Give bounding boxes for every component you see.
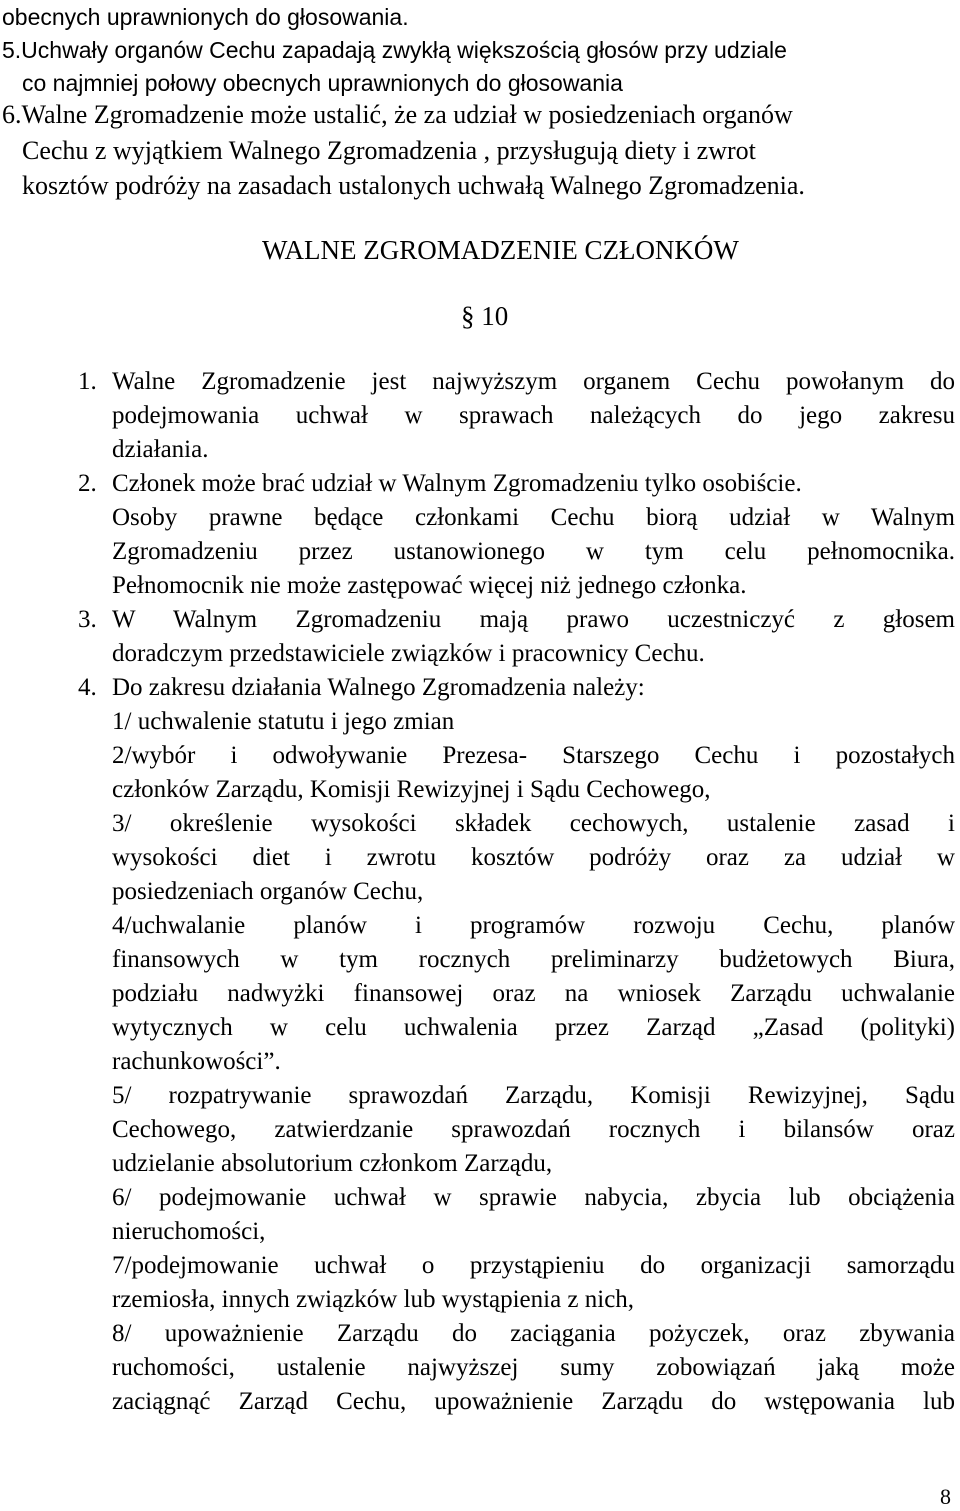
text-line: 2/wybór i odwoływanie Prezesa- Starszego Cechu i pozostałych — [112, 742, 955, 769]
text-line: Osoby prawne będące członkami Cechu biorą udział w Walnym — [112, 504, 955, 531]
text-line: Cechu z wyjątkiem Walnego Zgromadzenia , przysługują diety i zwrot — [22, 136, 756, 165]
text-line: W Walnym Zgromadzeniu mają prawo uczestniczyć z głosem — [112, 606, 955, 633]
text-line: ruchomości, ustalenie najwyższej sumy zobowiązań jaką może — [112, 1354, 955, 1381]
text-line: zaciągnąć Zarząd Cechu, upoważnienie Zarządu do wstępowania lub — [112, 1388, 955, 1415]
text-line: Cechowego, zatwierdzanie sprawozdań rocznych i bilansów oraz — [112, 1116, 955, 1143]
text-line: działania. — [112, 436, 209, 463]
item-number: 2. — [78, 470, 97, 497]
text-line: 8/ upoważnienie Zarządu do zaciągania pożyczek, oraz zbywania — [112, 1320, 955, 1347]
text-line: posiedzeniach organów Cechu, — [112, 878, 424, 905]
text-line: finansowych w tym rocznych preliminarzy budżetowych Biura, — [112, 946, 955, 973]
text-line: rzemiosła, innych związków lub wystąpienia z nich, — [112, 1286, 635, 1313]
item-number: 4. — [78, 674, 97, 701]
text-line: udzielanie absolutorium członkom Zarządu, — [112, 1150, 553, 1177]
item-number: 3. — [78, 606, 97, 633]
text-line: obecnych uprawnionych do głosowania. — [2, 4, 409, 30]
text-line: 6.Walne Zgromadzenie może ustalić, że za udział w posiedzeniach organów — [2, 100, 793, 129]
text-line: podejmowania uchwał w sprawach należących do jego zakresu — [112, 402, 955, 429]
text-line: Do zakresu działania Walnego Zgromadzenia należy: — [112, 674, 645, 701]
text-line: Pełnomocnik nie może zastępować więcej niż jednego członka. — [112, 572, 747, 599]
text-line: wytycznych w celu uchwalenia przez Zarząd „Zasad (polityki) — [112, 1014, 955, 1041]
text-line: 3/ określenie wysokości składek cechowych, ustalenie zasad i — [112, 810, 955, 837]
text-line: doradczym przedstawiciele związków i pracownicy Cechu. — [112, 640, 705, 667]
text-line: Walne Zgromadzenie jest najwyższym organem Cechu powołanym do — [112, 368, 955, 395]
text-line: 6/ podejmowanie uchwał w sprawie nabycia, zbycia lub obciążenia — [112, 1184, 955, 1211]
text-line: Zgromadzeniu przez ustanowionego w tym celu pełnomocnika. — [112, 538, 955, 565]
text-line: wysokości diet i zwrotu kosztów podróży oraz za udział w — [112, 844, 955, 871]
text-line: kosztów podróży na zasadach ustalonych uchwałą Walnego Zgromadzenia. — [22, 171, 805, 200]
text-line: 7/podejmowanie uchwał o przystąpieniu do organizacji samorządu — [112, 1252, 955, 1279]
text-line: 5.Uchwały organów Cechu zapadają zwykłą większością głosów przy udziale — [2, 37, 787, 63]
page-number: 8 — [940, 1484, 951, 1509]
text-line: co najmniej połowy obecnych uprawnionych do głosowania — [22, 70, 623, 96]
text-line: 4/uchwalanie planów i programów rozwoju Cechu, planów — [112, 912, 955, 939]
section-heading: WALNE ZGROMADZENIE CZŁONKÓW — [262, 235, 739, 265]
text-line: członków Zarządu, Komisji Rewizyjnej i Sądu Cechowego, — [112, 776, 711, 803]
paragraph-number: § 10 — [461, 301, 509, 331]
text-line: 1/ uchwalenie statutu i jego zmian — [112, 708, 455, 735]
text-line: 5/ rozpatrywanie sprawozdań Zarządu, Komisji Rewizyjnej, Sądu — [112, 1082, 955, 1109]
text-line: nieruchomości, — [112, 1218, 266, 1245]
item-number: 1. — [78, 368, 97, 395]
text-line: Członek może brać udział w Walnym Zgromadzeniu tylko osobiście. — [112, 470, 802, 497]
text-line: podziału nadwyżki finansowej oraz na wniosek Zarządu uchwalanie — [112, 980, 955, 1007]
text-line: rachunkowości”. — [112, 1048, 281, 1075]
